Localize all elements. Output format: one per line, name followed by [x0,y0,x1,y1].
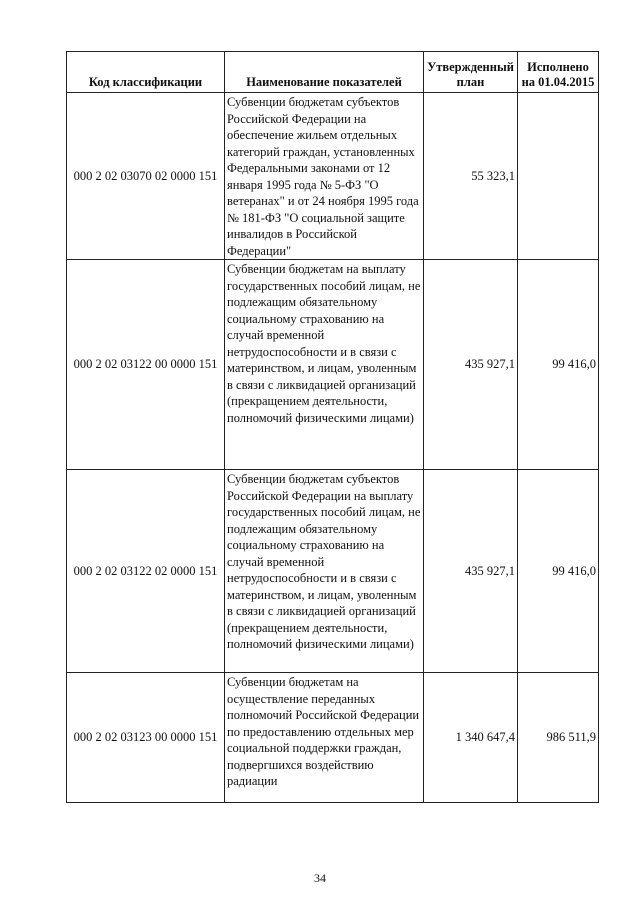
row-code: 000 2 02 03070 02 0000 151 [67,93,225,260]
table-header-row [67,52,599,93]
row-plan: 55 323,1 [424,93,518,260]
row-done: 99 416,0 [518,260,599,470]
row-done: 986 511,9 [518,673,599,803]
table-row [67,470,599,673]
row-done [518,93,599,260]
header-name: Наименование показателей [225,52,424,93]
row-plan: 435 927,1 [424,470,518,673]
row-code: 000 2 02 03122 00 0000 151 [67,260,225,470]
row-name: Субвенции бюджетам субъектов Российской Федерации на выплату государственных пособий лицам, не подлежащим обязательному социальному страхованию на случай временной нетрудоспособности и в связи с материнством, и лицам, уволенным в связи с ликвидацией организаций (прекращением деятельности, полномочий физическими лицами) [225,470,424,673]
row-code: 000 2 02 03122 02 0000 151 [67,470,225,673]
header-done: Исполнено на 01.04.2015 [518,52,599,93]
row-done: 99 416,0 [518,470,599,673]
budget-table [66,51,599,803]
header-code: Код классификации [67,52,225,93]
row-code: 000 2 02 03123 00 0000 151 [67,673,225,803]
row-name: Субвенции бюджетам на осуществление переданных полномочий Российской Федерации по предоставлению отдельных мер социальной поддержки граждан, подвергшихся воздействию радиации [225,673,424,803]
table-row [67,93,599,260]
row-plan: 1 340 647,4 [424,673,518,803]
row-plan: 435 927,1 [424,260,518,470]
row-name: Субвенции бюджетам субъектов Российской Федерации на обеспечение жильем отдельных категорий граждан, установленных Федеральными законами от 12 января 1995 года № 5-ФЗ "О ветеранах" и от 24 ноября 1995 года № 181-ФЗ "О социальной защите инвалидов в Российской Федерации" [225,93,424,260]
table-row [67,673,599,803]
row-name: Субвенции бюджетам на выплату государственных пособий лицам, не подлежащим обязательному социальному страхованию на случай временной нетрудоспособности и в связи с материнством, и лицам, уволенным в связи с ликвидацией организаций (прекращением деятельности, полномочий физическими лицами) [225,260,424,470]
page-number: 34 [314,871,326,885]
header-plan: Утвержденный план [424,52,518,93]
table-row [67,260,599,470]
